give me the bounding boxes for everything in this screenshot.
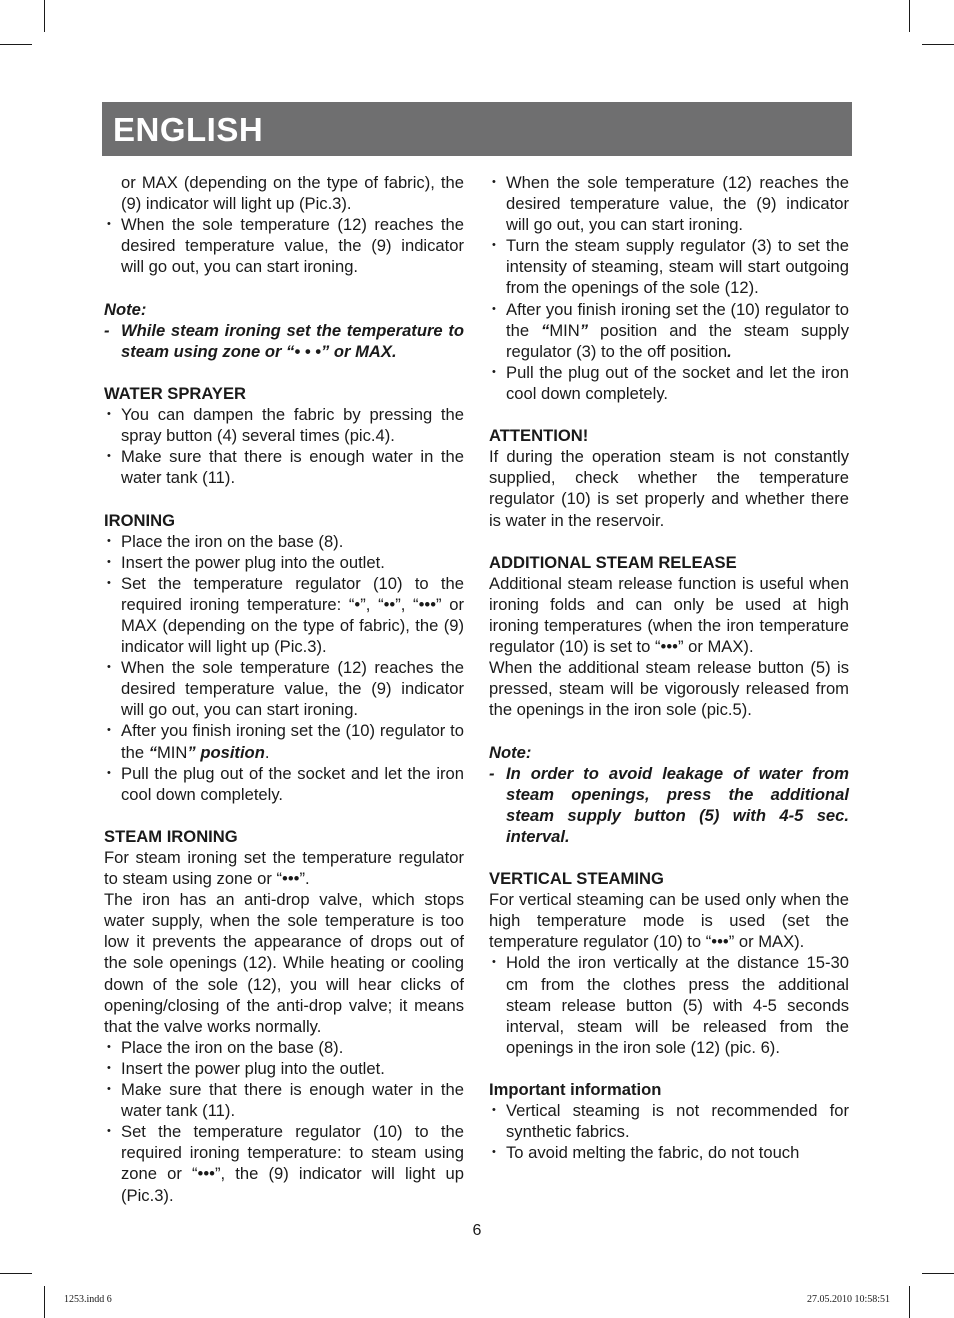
list-item-text: position and the steam supply regulator (3) to the off position xyxy=(506,320,849,361)
page-title: ENGLISH xyxy=(113,111,264,148)
list-item-text: . xyxy=(264,742,270,762)
section-title-attention: ATTENTION! xyxy=(489,426,589,446)
language-banner xyxy=(102,102,852,156)
list-item: • Set the temperature regulator (10) to the required ironing temperature: to steam using zone or “•••”, the (9) indicator will light up (Pic.3). xyxy=(104,1121,464,1205)
list-item: • When the sole temperature (12) reaches the desired temperature value, the (9) indicator will go out, you can start ironing. xyxy=(489,172,849,235)
list-item: • Insert the power plug into the outlet. xyxy=(104,552,464,573)
list-item: • Pull the plug out of the socket and let the iron cool down completely. xyxy=(104,763,464,805)
list-item: • Turn the steam supply regulator (3) to set the intensity of steaming, steam will start outgoing from the openings of the sole (12). xyxy=(489,235,849,298)
section-title-steam-ironing: STEAM IRONING xyxy=(104,826,238,846)
list-item-text: . xyxy=(727,341,732,361)
list-item: • Pull the plug out of the socket and let the iron cool down completely. xyxy=(489,362,849,404)
list-item: • Set the temperature regulator (10) to the required ironing temperature: “•”, “••”, “•••” or MAX (depending on the type of fabric), the (9) indicator will light up (Pic.3). xyxy=(104,573,464,657)
min-label: MIN xyxy=(549,320,580,340)
right-column xyxy=(489,172,849,1163)
list-item: • When the sole temperature (12) reaches the desired temperature value, the (9) indicator will go out, you can start ironing. xyxy=(104,657,464,720)
note-text: - While steam ironing set the temperature to steam using zone or “• • •” or MAX. xyxy=(104,320,464,362)
list-item: • Vertical steaming is not recommended for synthetic fabrics. xyxy=(489,1100,849,1142)
continued-text: or MAX (depending on the type of fabric), the (9) indicator will light up (Pic.3). xyxy=(121,173,464,214)
position-label: ” position xyxy=(187,742,265,762)
list-item: • You can dampen the fabric by pressing the spray button (4) several times (pic.4). xyxy=(104,404,464,446)
paragraph: For steam ironing set the temperature regulator to steam using zone or “•••”. xyxy=(104,848,464,889)
page-number: 6 xyxy=(472,1222,482,1239)
crop-mark xyxy=(922,1273,954,1274)
crop-mark xyxy=(909,1286,910,1318)
crop-mark xyxy=(44,1286,45,1318)
list-item-text: After you finish ironing set the (10) regulator to the xyxy=(121,721,464,762)
list-item: • To avoid melting the fabric, do not touch xyxy=(489,1142,849,1163)
list-item: • Make sure that there is enough water in the water tank (11). xyxy=(104,1079,464,1121)
section-title-vertical-steaming: VERTICAL STEAMING xyxy=(489,869,664,889)
section-title-additional-steam: ADDITIONAL STEAM RELEASE xyxy=(489,552,737,572)
paragraph: The iron has an anti-drop valve, which stops water supply, when the sole temperature is too low it prevents the appearance of drops out of the sole openings (12). While heating or cooling down of the sole (12), you will hear clicks of opening/closing of the anti-drop valve; it means that the valve works normally. xyxy=(104,890,464,1036)
list-item: • Insert the power plug into the outlet. xyxy=(104,1058,464,1079)
min-label: MIN xyxy=(156,742,188,762)
paragraph: For vertical steaming can be used only when the high temperature mode is used (set the temperature regulator (10) to “•••” or MAX). xyxy=(489,890,849,952)
left-column xyxy=(104,172,464,1206)
crop-mark xyxy=(922,44,954,45)
section-title-ironing: IRONING xyxy=(104,510,175,530)
crop-mark xyxy=(44,0,45,32)
note-title: Note: xyxy=(489,742,532,762)
slug-timestamp: 27.05.2010 10:58:51 xyxy=(806,1294,890,1305)
note-title: Note: xyxy=(104,299,147,319)
list-item-text: After you finish ironing set the (10) regulator to the xyxy=(506,299,849,340)
section-title-important: Important information xyxy=(489,1080,662,1100)
list-item: • Place the iron on the base (8). xyxy=(104,1037,464,1058)
crop-mark xyxy=(0,44,32,45)
section-title-water-sprayer: WATER SPRAYER xyxy=(104,383,246,403)
quote-mark: ” xyxy=(579,320,589,340)
paragraph: Additional steam release function is useful when ironing folds and can only be used at high ironing temperatures (when the iron temperature regulator (10) is set to “•••” or MAX). xyxy=(489,573,849,657)
crop-mark xyxy=(0,1273,32,1274)
list-item: • Place the iron on the base (8). xyxy=(104,531,464,552)
list-item: • Make sure that there is enough water in the water tank (11). xyxy=(104,446,464,488)
list-item: • When the sole temperature (12) reaches the desired temperature value, the (9) indicator will go out, you can start ironing. xyxy=(104,214,464,277)
crop-mark xyxy=(909,0,910,32)
list-item xyxy=(489,299,849,362)
paragraph: When the additional steam release button (5) is pressed, steam will be vigorously released from the openings in the iron sole (pic.5). xyxy=(489,658,849,720)
quote-mark: “ xyxy=(148,742,157,762)
list-item xyxy=(104,720,464,762)
paragraph: If during the operation steam is not constantly supplied, check whether the temperature regulator (10) is set properly and whether there is water in the reservoir. xyxy=(489,447,849,530)
quote-mark: “ xyxy=(541,320,550,340)
slug-file: 1253.indd 6 xyxy=(64,1294,112,1305)
note-text: - In order to avoid leakage of water from steam openings, press the additional steam supply button (5) with 4-5 sec. interval. xyxy=(489,763,849,847)
list-item: • Hold the iron vertically at the distance 15-30 cm from the clothes press the additional steam release button (5) with 4-5 seconds interval, steam will be released from the openings in the iron sole (12) (pic. 6). xyxy=(489,952,849,1057)
